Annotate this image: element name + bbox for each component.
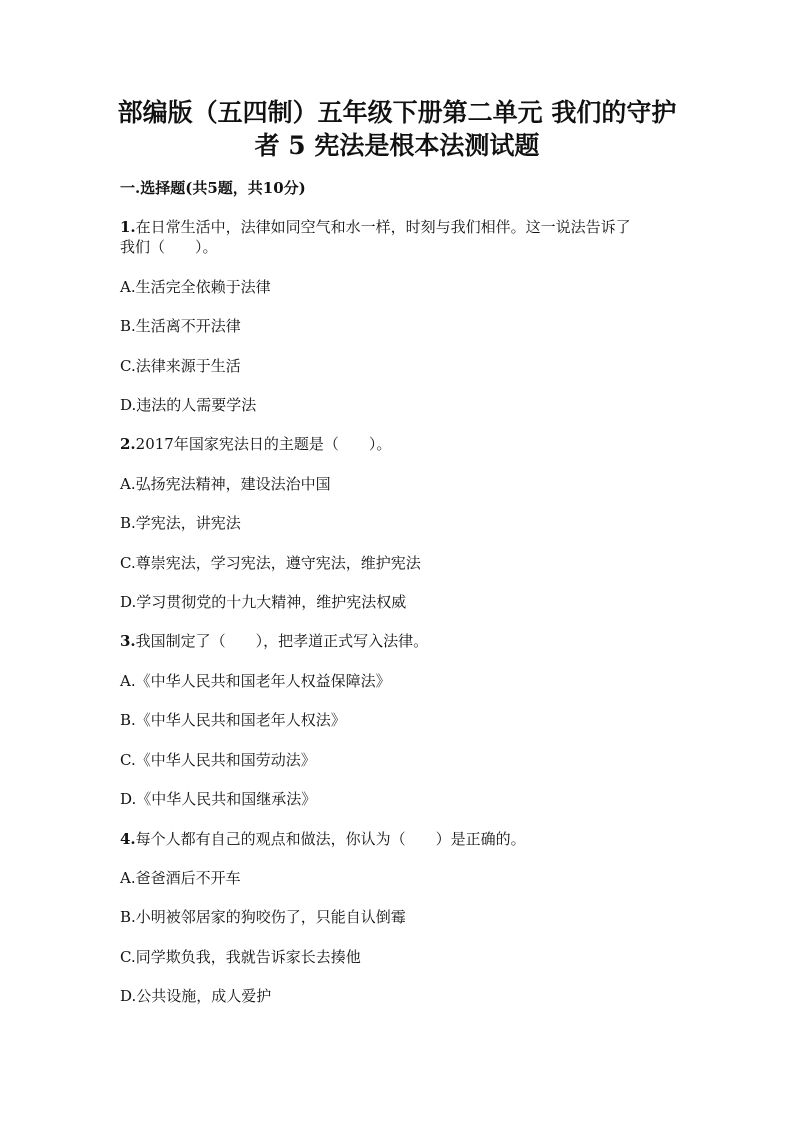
question-2 [120, 434, 391, 454]
question-number: 4. [120, 830, 136, 848]
question-stem: 我国制定了（ ），把孝道正式写入法律。 [135, 632, 429, 650]
question-stem: 在日常生活中，法律如同空气和水一样，时刻与我们相伴。这一说法告诉了 [135, 218, 631, 236]
question-3-option-a: A.《中华人民共和国老年人权益保障法》 [120, 672, 391, 690]
document-title-line-1: 部编版（五四制）五年级下册第二单元 我们的守护 [117, 98, 677, 127]
question-3-option-c: C.《中华人民共和国劳动法》 [120, 751, 316, 769]
question-3 [120, 631, 428, 651]
question-3-option-d: D.《中华人民共和国继承法》 [120, 790, 317, 808]
question-2-option-d: D.学习贯彻党的十九大精神，维护宪法权威 [120, 593, 407, 611]
question-number: 3. [120, 632, 136, 650]
question-2-option-a: A.弘扬宪法精神，建设法治中国 [120, 475, 331, 493]
question-1-option-c: C.法律来源于生活 [120, 357, 241, 375]
question-2-option-b: B.学宪法，讲宪法 [120, 514, 241, 532]
question-1-option-b: B.生活离不开法律 [120, 317, 241, 335]
question-4-option-b: B.小明被邻居家的狗咬伤了，只能自认倒霉 [120, 908, 406, 926]
question-1 [120, 217, 631, 237]
question-stem: 2017年国家宪法日的主题是（ ）。 [135, 435, 392, 453]
section-heading: 一.选择题(共5题，共10分) [120, 179, 306, 197]
question-2-option-c: C.尊崇宪法，学习宪法，遵守宪法，维护宪法 [120, 554, 421, 572]
question-number: 1. [120, 218, 136, 236]
question-4-option-d: D.公共设施，成人爱护 [120, 987, 272, 1005]
question-4 [120, 829, 526, 849]
question-number: 2. [120, 435, 136, 453]
question-1-option-d: D.违法的人需要学法 [120, 396, 257, 414]
question-stem: 每个人都有自己的观点和做法，你认为（ ）是正确的。 [135, 830, 526, 848]
question-4-option-c: C.同学欺负我，我就告诉家长去揍他 [120, 948, 361, 966]
document-title-line-2: 者 5 宪法是根本法测试题 [254, 131, 540, 160]
question-1-option-a: A.生活完全依赖于法律 [120, 278, 271, 296]
question-1-stem-continued: 我们（ ）。 [120, 238, 218, 256]
question-3-option-b: B.《中华人民共和国老年人权法》 [120, 711, 346, 729]
question-4-option-a: A.爸爸酒后不开车 [120, 869, 241, 887]
